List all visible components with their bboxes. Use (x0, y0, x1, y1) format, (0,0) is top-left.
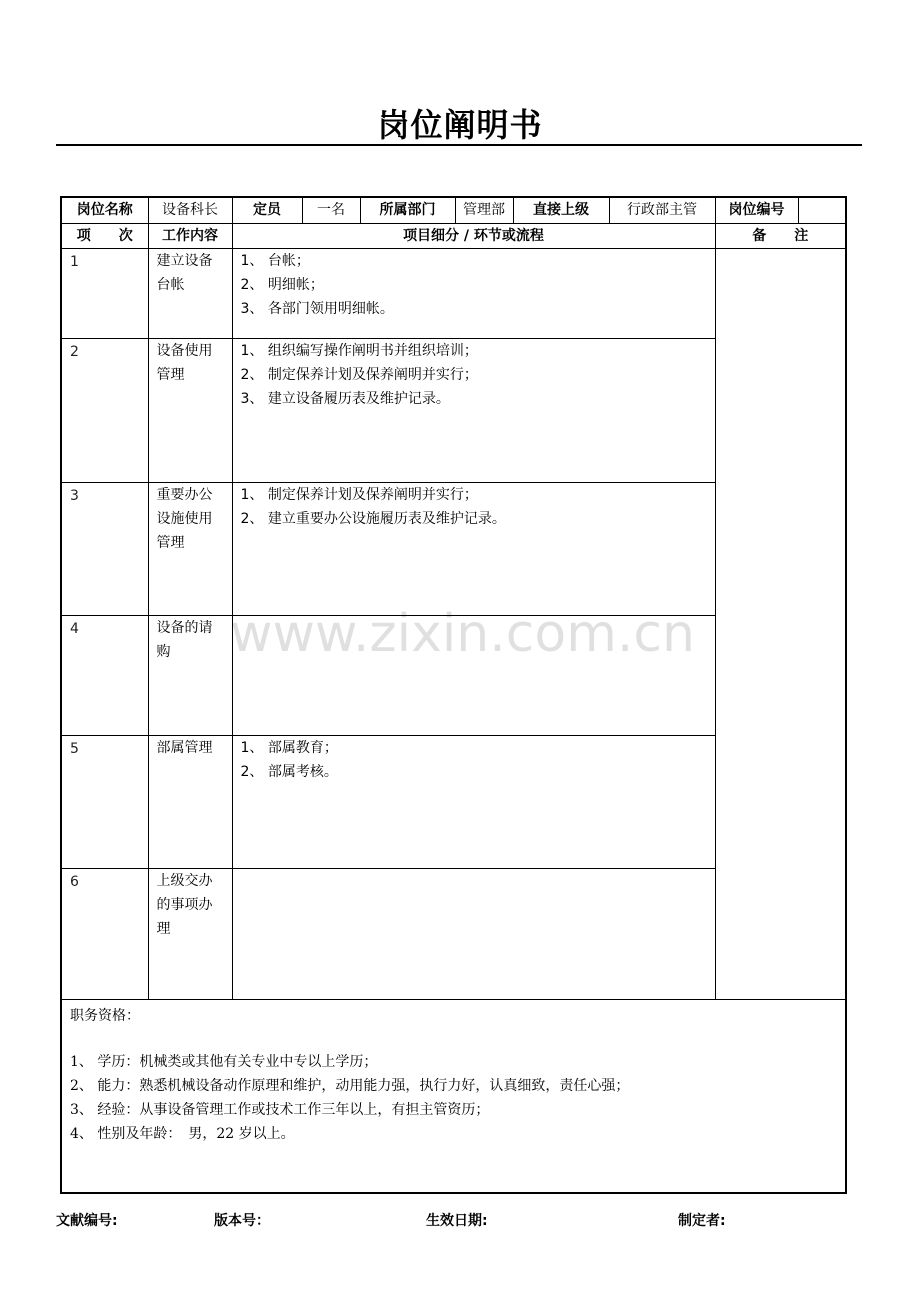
row-number: 2 (61, 339, 148, 483)
footer-author: 制定者: (678, 1213, 726, 1229)
task-line: 管理 (156, 367, 185, 383)
row-number: 6 (61, 869, 148, 1000)
step-item: 1、 部属教育； (240, 740, 338, 756)
row-steps (232, 736, 715, 869)
row-steps (232, 869, 715, 1000)
qualification-item: 1、 学历：机械类或其他有关专业中专以上学历； (70, 1054, 378, 1070)
task-line: 管理 (156, 535, 185, 551)
qualifications-cell (61, 1000, 846, 1193)
row-number: 3 (61, 483, 148, 616)
task-line: 台帐 (156, 277, 185, 293)
row-steps (232, 339, 715, 483)
column-item: 项 次 (61, 224, 148, 249)
step-item: 3、 建立设备履历表及维护记录。 (240, 391, 450, 407)
row-task (148, 483, 232, 616)
qualification-item: 2、 能力：熟悉机械设备动作原理和维护，动用能力强，执行力好，认真细致，责任心强； (70, 1078, 630, 1094)
row-task (148, 339, 232, 483)
step-item: 2、 制定保养计划及保养阐明并实行； (240, 367, 478, 383)
position-name-label: 岗位名称 (61, 197, 148, 224)
column-remark: 备 注 (715, 224, 846, 249)
row-number: 5 (61, 736, 148, 869)
job-description-table (60, 196, 847, 1194)
title-divider (56, 144, 862, 146)
task-line: 理 (156, 921, 171, 937)
row-task (148, 616, 232, 736)
task-line: 购 (156, 644, 171, 660)
step-item: 2、 建立重要办公设施履历表及维护记录。 (240, 511, 506, 527)
headcount-label: 定员 (232, 197, 302, 224)
step-item: 3、 各部门领用明细帐。 (240, 301, 394, 317)
headcount-value: 一名 (302, 197, 360, 224)
row-steps (232, 616, 715, 736)
row-steps (232, 249, 715, 339)
row-steps (232, 483, 715, 616)
position-code-value (798, 197, 846, 224)
header-row (61, 197, 846, 224)
table-row (61, 249, 846, 339)
watermark-text: www.zixin.com.cn (230, 604, 695, 664)
supervisor-value: 行政部主管 (609, 197, 715, 224)
qualification-item: 3、 经验：从事设备管理工作或技术工作三年以上，有担主管资历； (70, 1102, 490, 1118)
footer-effective-date: 生效日期: (426, 1213, 488, 1229)
task-line: 部属管理 (156, 740, 213, 756)
column-header-row (61, 224, 846, 249)
department-label: 所属部门 (360, 197, 455, 224)
row-task (148, 869, 232, 1000)
qualifications-row (61, 1000, 846, 1193)
task-line: 重要办公 (156, 487, 213, 503)
step-item: 1、 台帐； (240, 253, 310, 269)
row-task (148, 249, 232, 339)
footer-doc-number: 文献编号: (56, 1213, 118, 1229)
qualifications-label: 职务资格： (70, 1008, 140, 1024)
qualification-item: 4、 性别及年龄： 男，22 岁以上。 (70, 1126, 295, 1142)
step-item: 1、 制定保养计划及保养阐明并实行； (240, 487, 478, 503)
task-line: 上级交办 (156, 873, 213, 889)
task-line: 设备使用 (156, 343, 213, 359)
task-line: 设备的请 (156, 620, 213, 636)
position-name-value: 设备科长 (148, 197, 232, 224)
task-line: 建立设备 (156, 253, 213, 269)
supervisor-label: 直接上级 (513, 197, 609, 224)
row-number: 4 (61, 616, 148, 736)
task-line: 的事项办 (156, 897, 213, 913)
step-item: 1、 组织编写操作阐明书并组织培训； (240, 343, 478, 359)
position-code-label: 岗位编号 (715, 197, 798, 224)
column-content: 工作内容 (148, 224, 232, 249)
step-item: 2、 部属考核。 (240, 764, 338, 780)
remark-cell (715, 249, 846, 1000)
task-line: 设施使用 (156, 511, 213, 527)
step-item: 2、 明细帐； (240, 277, 324, 293)
column-detail: 项目细分 / 环节或流程 (232, 224, 715, 249)
department-value: 管理部 (455, 197, 513, 224)
row-task (148, 736, 232, 869)
row-number: 1 (61, 249, 148, 339)
page-title: 岗位阐明书 (377, 106, 543, 144)
footer-version: 版本号： (214, 1213, 270, 1229)
